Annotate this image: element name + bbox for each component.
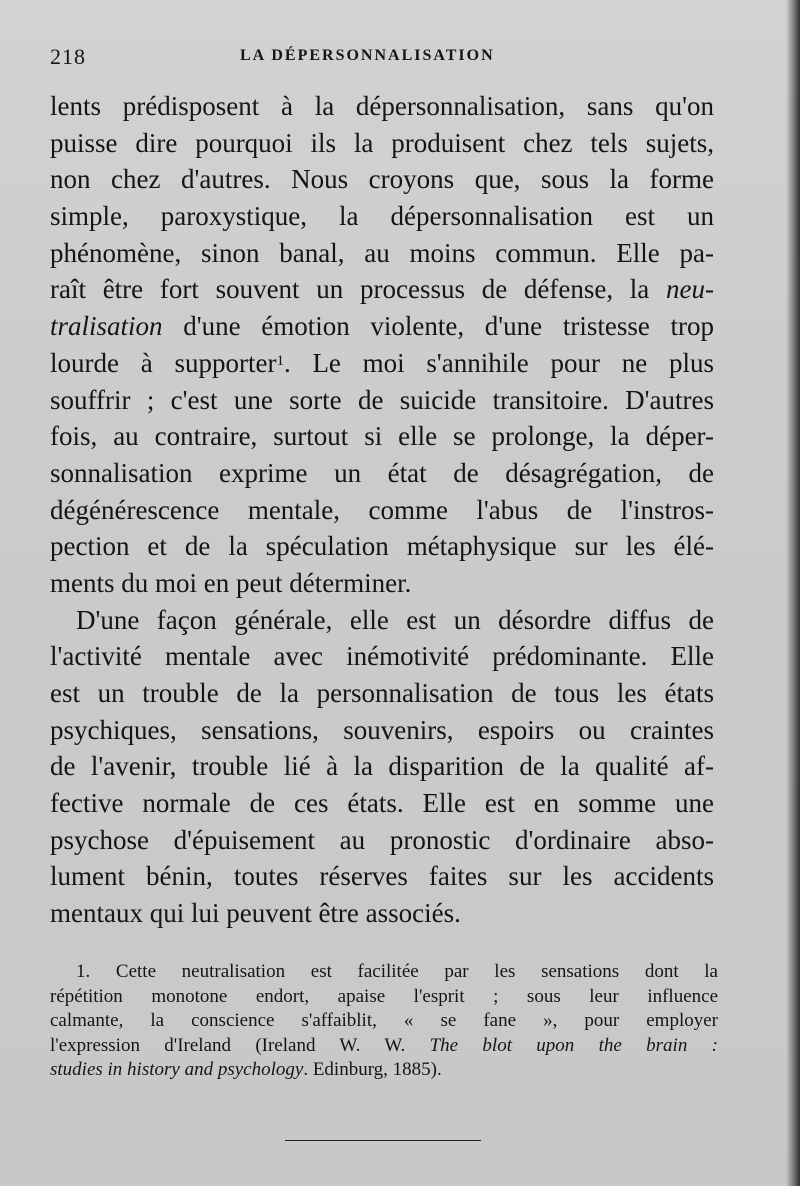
text-line: l'activité mentale avec inémotivité prédominante. Elle bbox=[50, 641, 714, 672]
text-segment: d'une émotion violente, d'une tristesse trop bbox=[162, 311, 714, 342]
text-line: souffrir ; c'est une sorte de suicide transitoire. D'autres bbox=[50, 384, 714, 415]
text-line: ments du moi en peut déterminer. bbox=[50, 567, 412, 598]
text-line: fective normale de ces états. Elle est en somme une bbox=[50, 788, 714, 819]
text-line: simple, paroxystique, la dépersonnalisation est un bbox=[50, 201, 714, 232]
running-title: LA DÉPERSONNALISATION bbox=[240, 47, 495, 64]
text-segment: . Edinburg, 1885). bbox=[303, 1059, 442, 1080]
paragraph-2 bbox=[50, 602, 714, 932]
text-line bbox=[50, 345, 714, 382]
text-line: fois, au contraire, surtout si elle se prolonge, la déper- bbox=[50, 421, 714, 452]
text-line: D'une façon générale, elle est un désordre diffus de bbox=[76, 604, 714, 635]
text-line: sonnalisation exprime un état de désagrégation, de bbox=[50, 457, 714, 488]
italic-term: tralisation bbox=[50, 311, 163, 342]
text-line: puisse dire pourquoi ils la produisent chez tels sujets, bbox=[50, 127, 714, 158]
text-line: psychose d'épuisement au pronostic d'ordinaire abso- bbox=[50, 824, 714, 855]
text-line: pection et de la spéculation métaphysique sur les élé- bbox=[50, 531, 714, 562]
text-line: psychiques, sensations, souvenirs, espoirs ou craintes bbox=[50, 714, 714, 745]
footnote-line: calmante, la conscience s'affaiblit, « se fane », pour employer bbox=[50, 1010, 718, 1031]
text-line: lument bénin, toutes réserves faites sur les accidents bbox=[50, 861, 714, 892]
footnote-line bbox=[50, 1058, 718, 1083]
text-line: phénomène, sinon banal, au moins commun. Elle pa- bbox=[50, 237, 714, 268]
footnote-line bbox=[50, 1034, 718, 1059]
text-segment: l'expression d'Ireland (Ireland W. W. bbox=[50, 1034, 430, 1056]
footnote-line: 1. Cette neutralisation est facilitée par les sensations dont la bbox=[76, 961, 718, 982]
paragraph-1 bbox=[50, 88, 714, 602]
italic-term: neu- bbox=[666, 274, 714, 305]
text-line: non chez d'autres. Nous croyons que, sous la forme bbox=[50, 164, 714, 195]
text-line: est un trouble de la personnalisation de tous les états bbox=[50, 678, 714, 708]
footnote-line: répétition monotone endort, apaise l'esprit ; sous leur influence bbox=[50, 985, 718, 1007]
page-number: 218 bbox=[50, 44, 86, 69]
footnote-reference: 1 bbox=[276, 352, 284, 369]
page-edge-shadow bbox=[786, 0, 800, 1186]
text-segment: raît être fort souvent un processus de défense, la bbox=[50, 274, 667, 305]
text-line: lents prédisposent à la dépersonnalisation, sans qu'on bbox=[50, 91, 714, 121]
bottom-rule bbox=[285, 1140, 481, 1141]
page-header bbox=[50, 44, 750, 72]
text-line bbox=[50, 271, 714, 308]
text-segment: lourde à supporter bbox=[50, 347, 277, 378]
main-text bbox=[50, 88, 714, 932]
italic-title: studies in history and psychology bbox=[50, 1059, 304, 1080]
italic-title: The blot upon the brain : bbox=[429, 1034, 718, 1056]
text-line: dégénérescence mentale, comme l'abus de l'instros- bbox=[50, 494, 714, 525]
footnote bbox=[50, 960, 718, 1083]
text-line: de l'avenir, trouble lié à la disparition de la qualité af- bbox=[50, 751, 714, 782]
text-segment: . Le moi s'annihile pour ne plus bbox=[283, 347, 714, 378]
text-line: mentaux qui lui peuvent être associés. bbox=[50, 898, 461, 929]
text-line bbox=[50, 308, 714, 345]
